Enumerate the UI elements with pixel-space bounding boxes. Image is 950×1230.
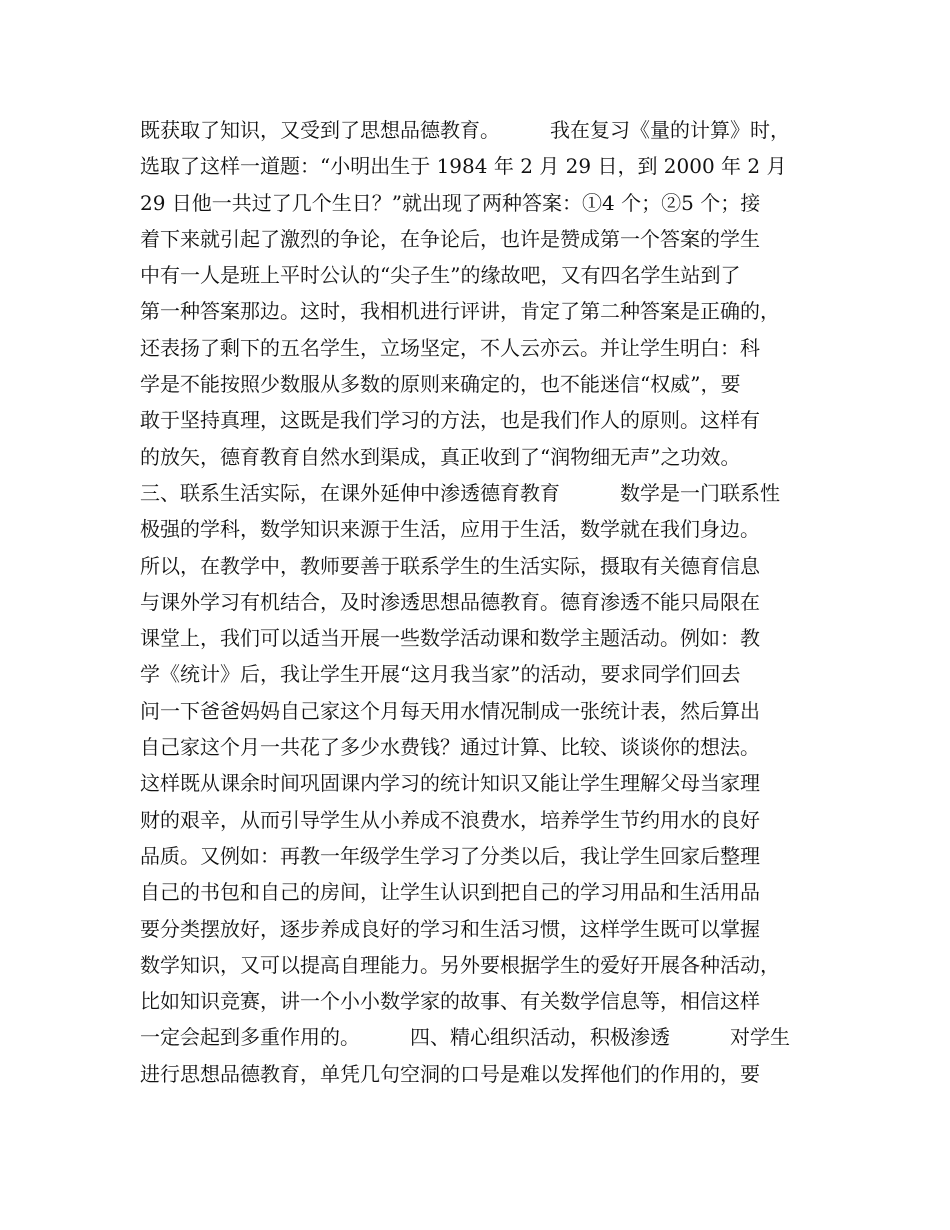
text-line: 学是不能按照少数服从多数的原则来确定的，也不能迷信“权威”，要: [140, 372, 741, 397]
text-line: 要分类摆放好，逐步养成良好的学习和生活习惯，这样学生既可以掌握: [140, 916, 760, 941]
text-line: 数学知识，又可以提高自理能力。另外要根据学生的爱好开展各种活动，: [140, 952, 780, 977]
text-line: 三、联系生活实际，在课外延伸中渗透德育教育 数学是一门联系性: [140, 480, 780, 505]
text-line: 选取了这样一道题：“小明出生于 1984 年 2 月 29 日，到 2000 年 2 月: [140, 154, 787, 179]
text-line: 既获取了知识，又受到了思想品德教育。 我在复习《量的计算》时，: [140, 118, 790, 142]
text-line: 这样既从课余时间巩固课内学习的统计知识又能让学生理解父母当家理: [140, 771, 760, 796]
text-line: 与课外学习有机结合，及时渗透思想品德教育。德育渗透不能只局限在: [140, 589, 760, 614]
text-line: 中有一人是班上平时公认的“尖子生”的缘故吧，又有四名学生站到了: [140, 263, 741, 288]
text-line: 学《统计》后，我让学生开展“这月我当家”的活动，要求同学们回去: [140, 662, 741, 687]
text-line: 进行思想品德教育，单凭几句空洞的口号是难以发挥他们的作用的，要: [140, 1061, 760, 1086]
text-line: 29 日他一共过了几个生日？”就出现了两种答案：①4 个；②5 个；接: [140, 190, 761, 215]
text-line: 所以，在教学中，教师要善于联系学生的生活实际，摄取有关德育信息: [140, 553, 760, 578]
text-line: 比如知识竞赛，讲一个小小数学家的故事、有关数学信息等，相信这样: [140, 989, 760, 1014]
body-text: [140, 112, 830, 1092]
text-line: 敢于坚持真理，这既是我们学习的方法，也是我们作人的原则。这样有: [140, 408, 760, 433]
text-line: 还表扬了剩下的五名学生，立场坚定，不人云亦云。并让学生明白：科: [140, 335, 760, 360]
text-line: 问一下爸爸妈妈自己家这个月每天用水情况制成一张统计表，然后算出: [140, 698, 760, 723]
text-line: 品质。又例如：再教一年级学生学习了分类以后，我让学生回家后整理: [140, 843, 760, 868]
text-line: 财的艰辛，从而引导学生从小养成不浪费水，培养学生节约用水的良好: [140, 807, 760, 832]
text-line: 一定会起到多重作用的。 四、精心组织活动，积极渗透 对学生: [140, 1025, 790, 1050]
text-line: 着下来就引起了激烈的争论，在争论后，也许是赞成第一个答案的学生: [140, 226, 760, 251]
text-line: 自己家这个月一共花了多少水费钱？通过计算、比较、谈谈你的想法。: [140, 735, 760, 760]
text-line: 第一种答案那边。这时，我相机进行评讲，肯定了第二种答案是正确的，: [140, 299, 780, 324]
text-line: 课堂上，我们可以适当开展一些数学活动课和数学主题活动。例如：教: [140, 626, 760, 651]
text-line: 的放矢，德育教育自然水到渠成，真正收到了“润物细无声”之功效。: [140, 444, 741, 469]
text-line: 极强的学科，数学知识来源于生活，应用于生活，数学就在我们身边。: [140, 517, 760, 542]
text-line: 自己的书包和自己的房间，让学生认识到把自己的学习用品和生活用品: [140, 880, 760, 905]
